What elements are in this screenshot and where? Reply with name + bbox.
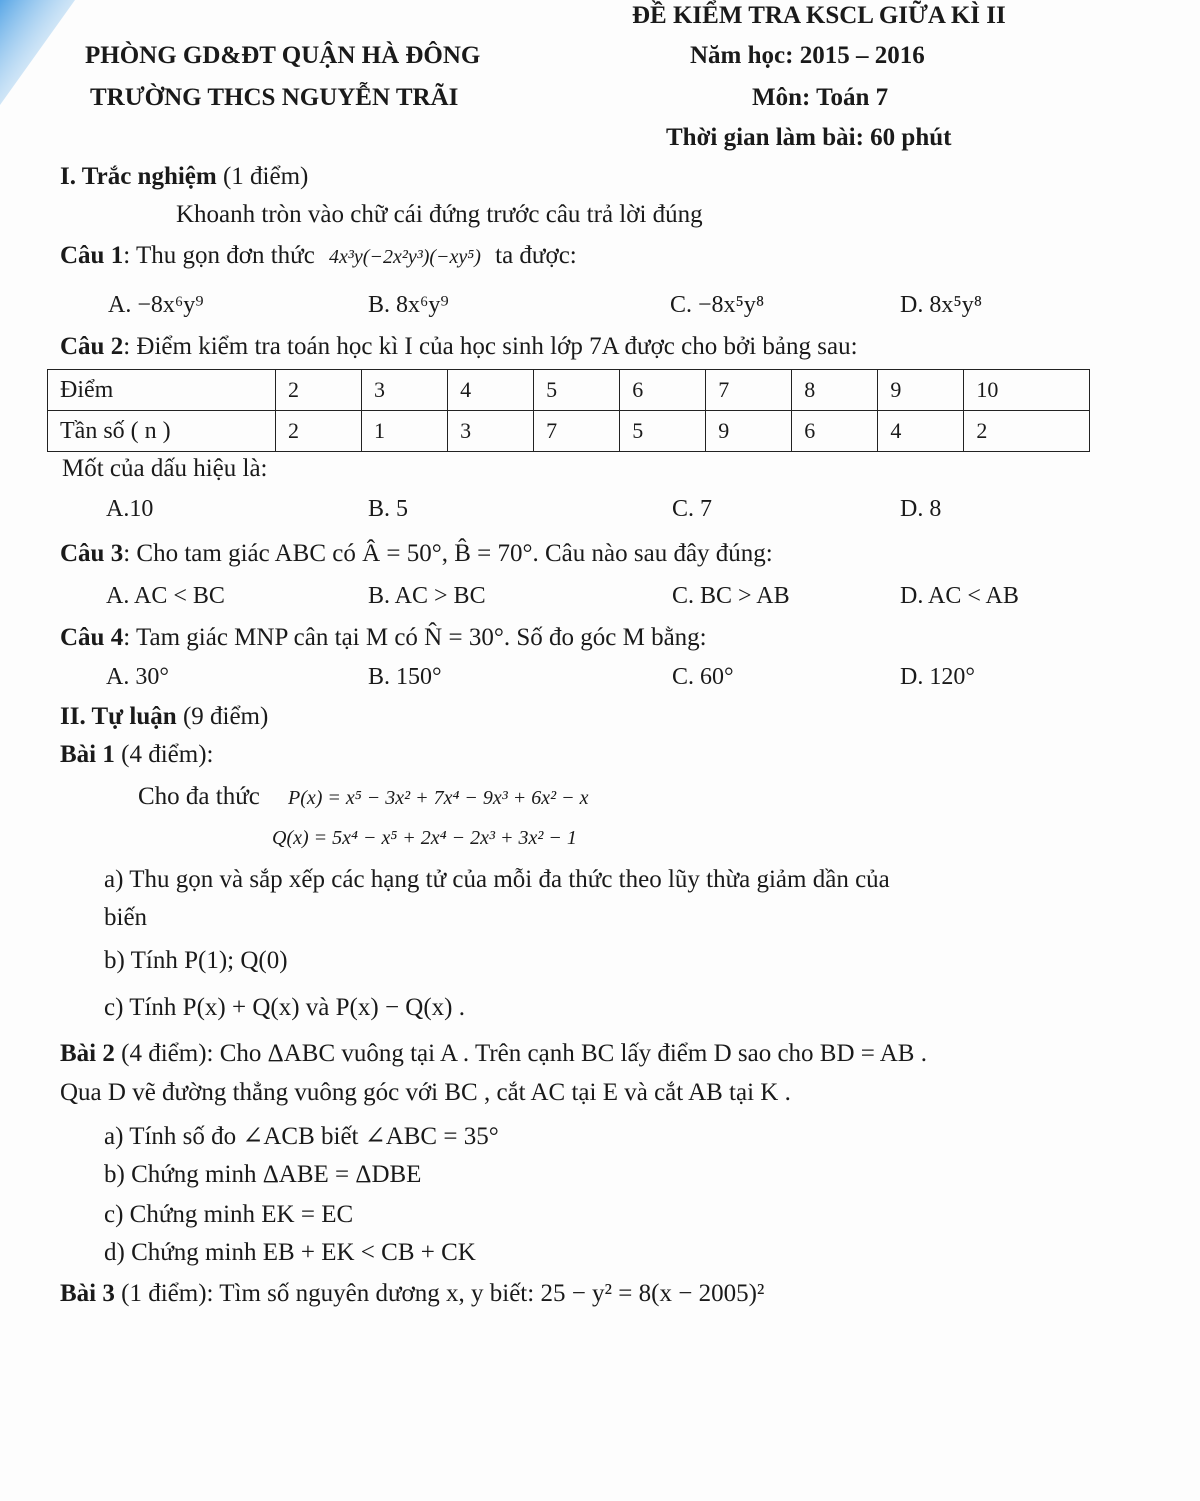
table-row-label: Tần số ( n ) (48, 411, 276, 452)
department-name: PHÒNG GD&ĐT QUẬN HÀ ĐÔNG (85, 42, 481, 69)
exercise-3 (60, 1280, 764, 1308)
table-cell: 7 (706, 370, 792, 411)
table-cell: 2 (276, 411, 362, 452)
polynomial-q: Q(x) = 5x⁴ − x⁵ + 2x⁴ − 2x³ + 3x² − 1 (272, 827, 577, 849)
exercise-1-points: (4 điểm): (121, 741, 214, 768)
table-cell: 10 (964, 370, 1090, 411)
table-cell: 9 (706, 411, 792, 452)
question-2-label: Câu 2 (60, 333, 124, 360)
table-cell: 4 (878, 411, 964, 452)
part1-heading (60, 163, 308, 191)
exercise-2-part-c: c) Chứng minh EK = EC (104, 1201, 354, 1228)
exercise-1-part-a-line1: a) Thu gọn và sắp xếp các hạng tử của mỗi đa thức theo lũy thừa giảm dần của (104, 866, 890, 893)
question-1-option-c: C. −8x⁵y⁸ (670, 292, 765, 318)
exercise-1-heading (60, 741, 213, 769)
part2-heading (60, 703, 268, 731)
question-1-suffix: ta được: (495, 242, 577, 269)
table-cell: 4 (448, 370, 534, 411)
table-cell: 9 (878, 370, 964, 411)
table-row (48, 411, 1090, 452)
polynomial-p: P(x) = x⁵ − 3x² + 7x⁴ − 9x³ + 6x² − x (288, 787, 589, 809)
question-1-text: : Thu gọn đơn thức (123, 242, 315, 269)
part2-heading-points: (9 điểm) (182, 703, 269, 730)
question-2-option-c: C. 7 (672, 496, 713, 522)
question-4-text: : Tam giác MNP cân tại M có N̂ = 30°. Số đo góc M bằng: (123, 624, 707, 651)
part1-instruction: Khoanh tròn vào chữ cái đứng trước câu trả lời đúng (176, 201, 703, 228)
question-4-option-d: D. 120° (900, 664, 975, 690)
score-frequency-table (47, 369, 1090, 452)
table-cell: 5 (620, 411, 706, 452)
school-name: TRƯỜNG THCS NGUYỄN TRÃI (90, 84, 459, 111)
table-row-label: Điểm (48, 370, 276, 411)
table-cell: 6 (620, 370, 706, 411)
question-4-option-a: A. 30° (106, 664, 169, 690)
question-1-expression: 4x³y(−2x²y³)(−xy⁵) (329, 246, 481, 268)
question-4-option-b: B. 150° (368, 664, 442, 690)
table-cell: 6 (792, 411, 878, 452)
question-2 (60, 333, 858, 361)
exercise-3-label: Bài 3 (60, 1280, 115, 1307)
question-2-option-a: A.10 (106, 496, 154, 522)
exercise-1-intro: Cho đa thức (138, 783, 260, 810)
question-3-label: Câu 3 (60, 540, 124, 567)
question-1 (60, 242, 577, 270)
table-cell: 5 (534, 370, 620, 411)
question-1-option-b: B. 8x⁶y⁹ (368, 292, 449, 318)
subject: Môn: Toán 7 (752, 84, 889, 111)
question-2-prompt: Mốt của dấu hiệu là: (62, 455, 268, 482)
table-cell: 3 (362, 370, 448, 411)
table-cell: 2 (964, 411, 1090, 452)
exercise-1-part-c: c) Tính P(x) + Q(x) và P(x) − Q(x) . (104, 994, 465, 1021)
exercise-1-part-b: b) Tính P(1); Q(0) (104, 947, 288, 974)
question-1-option-d: D. 8x⁵y⁸ (900, 292, 983, 318)
question-3-option-d: D. AC < AB (900, 583, 1019, 609)
question-4 (60, 624, 707, 652)
exercise-1-part-a-line2: biến (104, 904, 148, 931)
question-1-label: Câu 1 (60, 242, 124, 269)
question-4-option-c: C. 60° (672, 664, 734, 690)
part2-heading-title: II. Tự luận (60, 703, 177, 730)
question-3-option-c: C. BC > AB (672, 583, 790, 609)
table-cell: 2 (276, 370, 362, 411)
school-year: Năm học: 2015 – 2016 (690, 42, 925, 69)
table-cell: 7 (534, 411, 620, 452)
exercise-2-part-d: d) Chứng minh EB + EK < CB + CK (104, 1239, 476, 1266)
exercise-2-part-a: a) Tính số đo ∠ACB biết ∠ABC = 35° (104, 1123, 499, 1150)
question-2-option-b: B. 5 (368, 496, 409, 522)
exercise-1-label: Bài 1 (60, 741, 115, 768)
question-3-option-b: B. AC > BC (368, 583, 486, 609)
question-3-text: : Cho tam giác ABC có Â = 50°, B̂ = 70°. Câu nào sau đây đúng: (123, 540, 773, 567)
exercise-2-line1 (60, 1040, 927, 1068)
question-3 (60, 540, 773, 568)
exercise-2-text: (4 điểm): Cho ΔABC vuông tại A . Trên cạnh BC lấy điểm D sao cho BD = AB . (114, 1040, 927, 1067)
part1-heading-title: I. Trắc nghiệm (60, 163, 217, 190)
part1-heading-points: (1 điểm) (222, 163, 309, 190)
table-row (48, 370, 1090, 411)
question-1-option-a: A. −8x⁶y⁹ (108, 292, 204, 318)
exercise-2-line2: Qua D vẽ đường thẳng vuông góc với BC , cắt AC tại E và cắt AB tại K . (60, 1079, 791, 1106)
question-2-text: : Điểm kiểm tra toán học kì I của học sinh lớp 7A được cho bởi bảng sau: (123, 333, 858, 360)
exam-title: ĐỀ KIỂM TRA KSCL GIỮA KÌ II (632, 2, 1006, 29)
question-4-label: Câu 4 (60, 624, 124, 651)
exercise-3-text: (1 điểm): Tìm số nguyên dương x, y biết: 25 − y² = 8(x − 2005)² (114, 1280, 765, 1307)
question-2-option-d: D. 8 (900, 496, 942, 522)
table-cell: 3 (448, 411, 534, 452)
table-cell: 1 (362, 411, 448, 452)
exam-time: Thời gian làm bài: 60 phút (666, 124, 952, 151)
table-cell: 8 (792, 370, 878, 411)
exercise-2-label: Bài 2 (60, 1040, 115, 1067)
question-3-option-a: A. AC < BC (106, 583, 225, 609)
exercise-2-part-b: b) Chứng minh ΔABE = ΔDBE (104, 1161, 422, 1188)
